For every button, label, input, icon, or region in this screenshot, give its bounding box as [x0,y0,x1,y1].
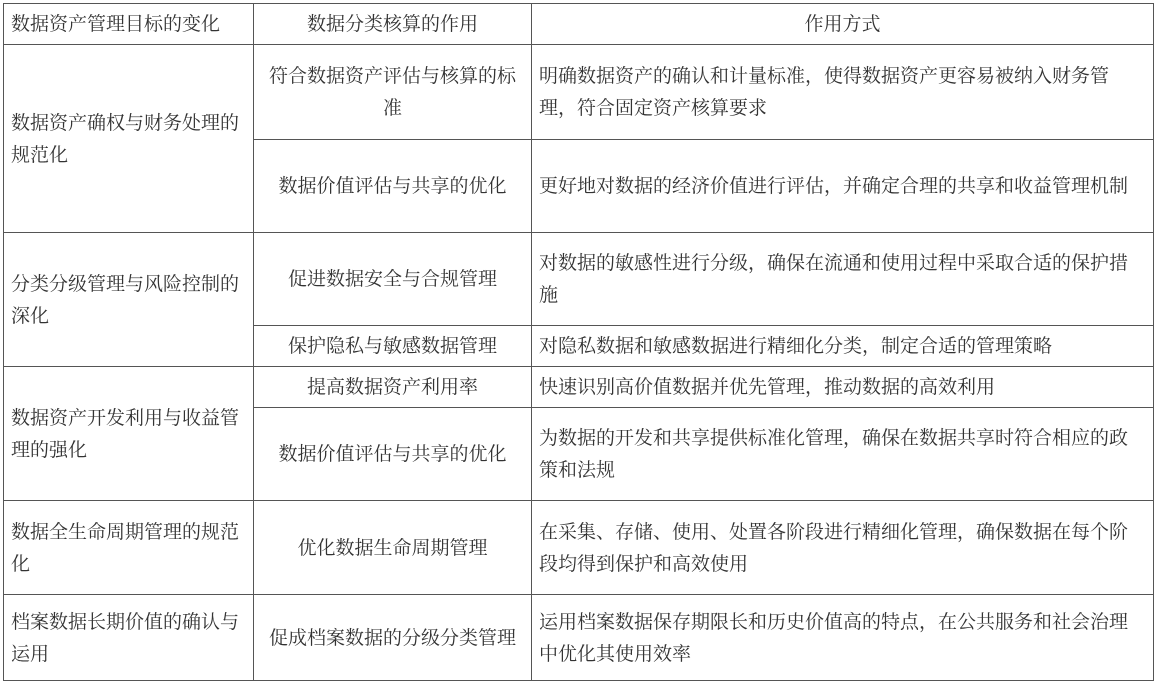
method-cell: 更好地对数据的经济价值进行评估，并确定合理的共享和收益管理机制 [532,140,1154,233]
method-cell: 对数据的敏感性进行分级，确保在流通和使用过程中采取合适的保护措施 [532,233,1154,326]
goal-cell: 数据全生命周期管理的规范化 [4,501,254,595]
role-cell: 数据价值评估与共享的优化 [254,140,532,233]
role-cell: 促进数据安全与合规管理 [254,233,532,326]
goal-cell: 数据资产确权与财务处理的规范化 [4,45,254,233]
table-row [4,233,1154,326]
role-cell: 符合数据资产评估与核算的标准 [254,45,532,140]
method-cell: 运用档案数据保存期限长和历史价值高的特点，在公共服务和社会治理中优化其使用效率 [532,595,1154,681]
role-cell: 保护隐私与敏感数据管理 [254,326,532,367]
table-row [4,501,1154,595]
table-row [4,45,1154,140]
role-cell: 优化数据生命周期管理 [254,501,532,595]
role-cell: 数据价值评估与共享的优化 [254,408,532,501]
role-cell: 促成档案数据的分级分类管理 [254,595,532,681]
method-cell: 明确数据资产的确认和计量标准，使得数据资产更容易被纳入财务管理，符合固定资产核算要求 [532,45,1154,140]
method-cell: 在采集、存储、使用、处置各阶段进行精细化管理，确保数据在每个阶段均得到保护和高效使用 [532,501,1154,595]
table-row [4,595,1154,681]
goal-cell: 数据资产开发利用与收益管理的强化 [4,367,254,501]
header-goal-change: 数据资产管理目标的变化 [4,4,254,45]
header-classification-role: 数据分类核算的作用 [254,4,532,45]
method-cell: 为数据的开发和共享提供标准化管理，确保在数据共享时符合相应的政策和法规 [532,408,1154,501]
header-method: 作用方式 [532,4,1154,45]
table-row [4,367,1154,408]
data-classification-table [3,3,1154,681]
method-cell: 对隐私数据和敏感数据进行精细化分类，制定合适的管理策略 [532,326,1154,367]
goal-cell: 分类分级管理与风险控制的深化 [4,233,254,367]
role-cell: 提高数据资产利用率 [254,367,532,408]
method-cell: 快速识别高价值数据并优先管理，推动数据的高效利用 [532,367,1154,408]
goal-cell: 档案数据长期价值的确认与运用 [4,595,254,681]
header-row [4,4,1154,45]
